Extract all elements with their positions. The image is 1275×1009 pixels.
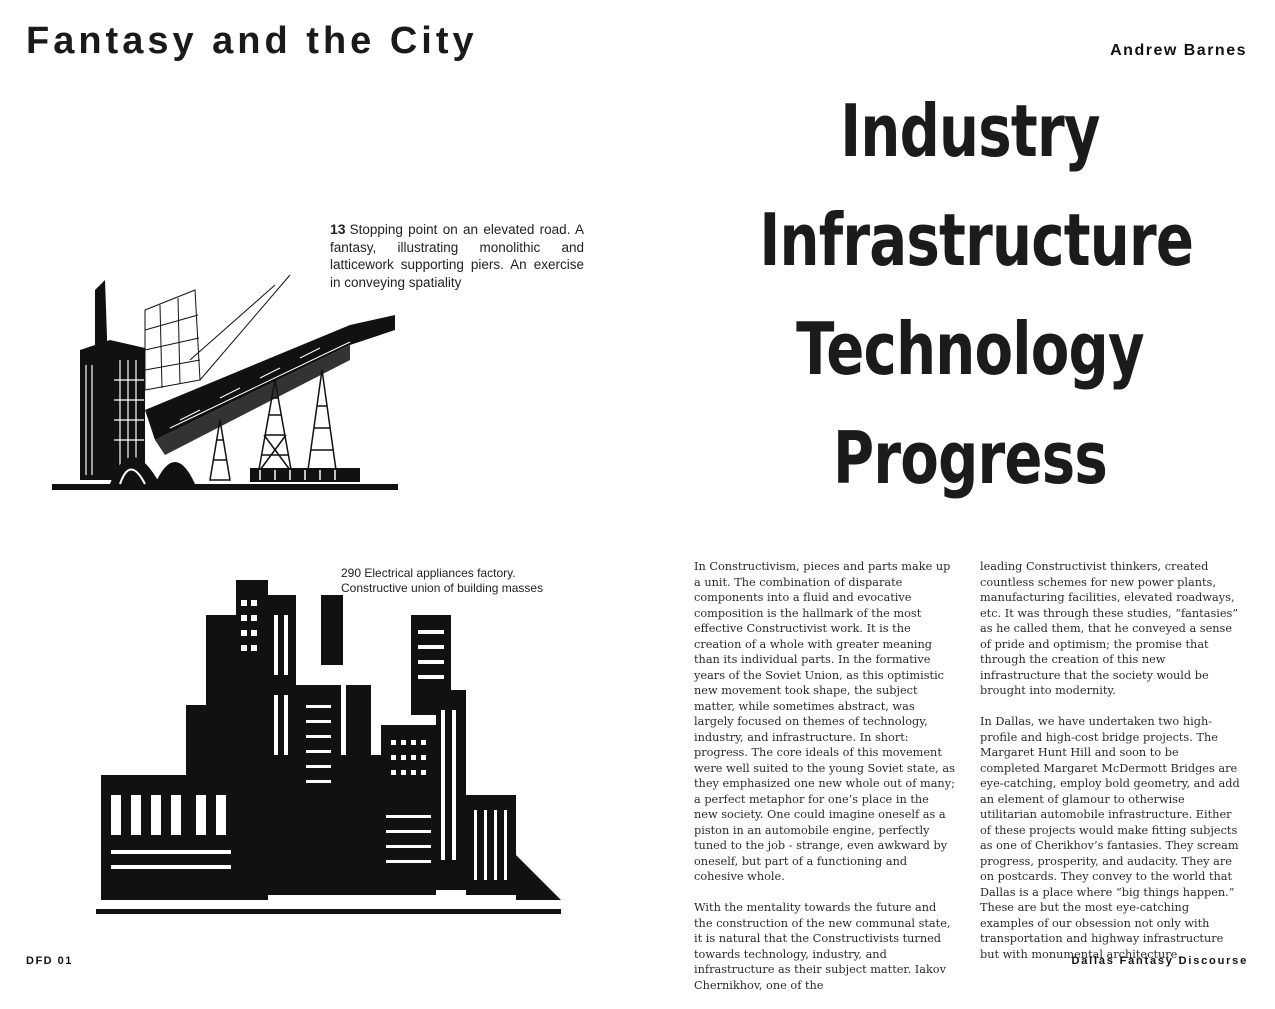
factory-illustration — [96, 575, 566, 920]
series-title: Fantasy and the City — [26, 20, 478, 62]
body-paragraph: With the mentality towards the future and the construction of the new communal state, it is natural that the Constructivists turned towards technology, industry, and infrastructure as their subject matter. Iakov Chernikhov, one of the — [694, 901, 951, 992]
publication-name: Dallas Fantasy Discourse — [1071, 955, 1248, 967]
theme-word-industry: Industry — [840, 89, 1100, 173]
elevated-road-illustration — [50, 270, 410, 500]
body-paragraph: leading Constructivist thinkers, created countless schemes for new power plants, manufacturing facilities, elevated roadways, etc. It was through these studies, “fantasies” as he called them, that he conveyed a sense of pride and optimism; the promise that through the creation of this new infrastructure that the society would be brought into modernity. — [980, 560, 1239, 697]
author-name: Andrew Barnes — [1110, 42, 1247, 59]
body-column-2 — [980, 559, 1242, 978]
theme-word-progress: Progress — [832, 416, 1108, 500]
body-paragraph: In Constructivism, pieces and parts make up a unit. The combination of disparate components into a fluid and evocative composition is the hallmark of the most effective Constructivist work. It is the creation of a whole with greater meaning than its individual parts. In the formative years of the Soviet Union, as this optimistic new movement took shape, the subject matter, while sometimes abstract, was largely focused on themes of technology, industry, and infrastructure. In short: progress. The core ideals of this movement were well suited to the young Soviet state, as they emphasized one new whole out of many; a perfect metaphor for one’s place in the new society. One could imagine oneself as a piston in an automobile engine, perfectly tuned to the job - strange, even awkward by oneself, but part of a functioning and cohesive whole. — [694, 560, 955, 883]
page-folio: DFD 01 — [26, 955, 73, 967]
figure-13-caption — [330, 221, 584, 291]
body-column-1 — [694, 559, 956, 1009]
figure-13-text: Stopping point on an elevated road. A fantasy, illustrating monolithic and latticework supporting piers. An exercise in conveying spatiality — [330, 222, 584, 290]
theme-word-infrastructure: Infrastructure — [759, 198, 1194, 282]
figure-290-number: 290 — [341, 566, 362, 580]
figure-290-text: Electrical appliances factory. Constructive union of building masses — [341, 566, 544, 595]
figure-290-caption — [341, 566, 556, 595]
figure-13-number: 13 — [330, 221, 346, 237]
theme-word-technology: Technology — [796, 307, 1144, 391]
body-paragraph: In Dallas, we have undertaken two high-profile and high-cost bridge projects. The Margaret Hunt Hill and soon to be completed Margaret McDermott Bridges are eye-catching, employ bold geometry, and add an element of glamour to otherwise utilitarian automobile infrastructure. Either of these projects would make fitting subjects as one of Cherikhov’s fantasies. They scream progress, prosperity, and audacity. They are on postcards. They convey to the world that Dallas is a place where “big things happen.” These are but the most eye-catching examples of our obsession not only with transportation and highway infrastructure but with monumental architecture. — [980, 715, 1240, 961]
